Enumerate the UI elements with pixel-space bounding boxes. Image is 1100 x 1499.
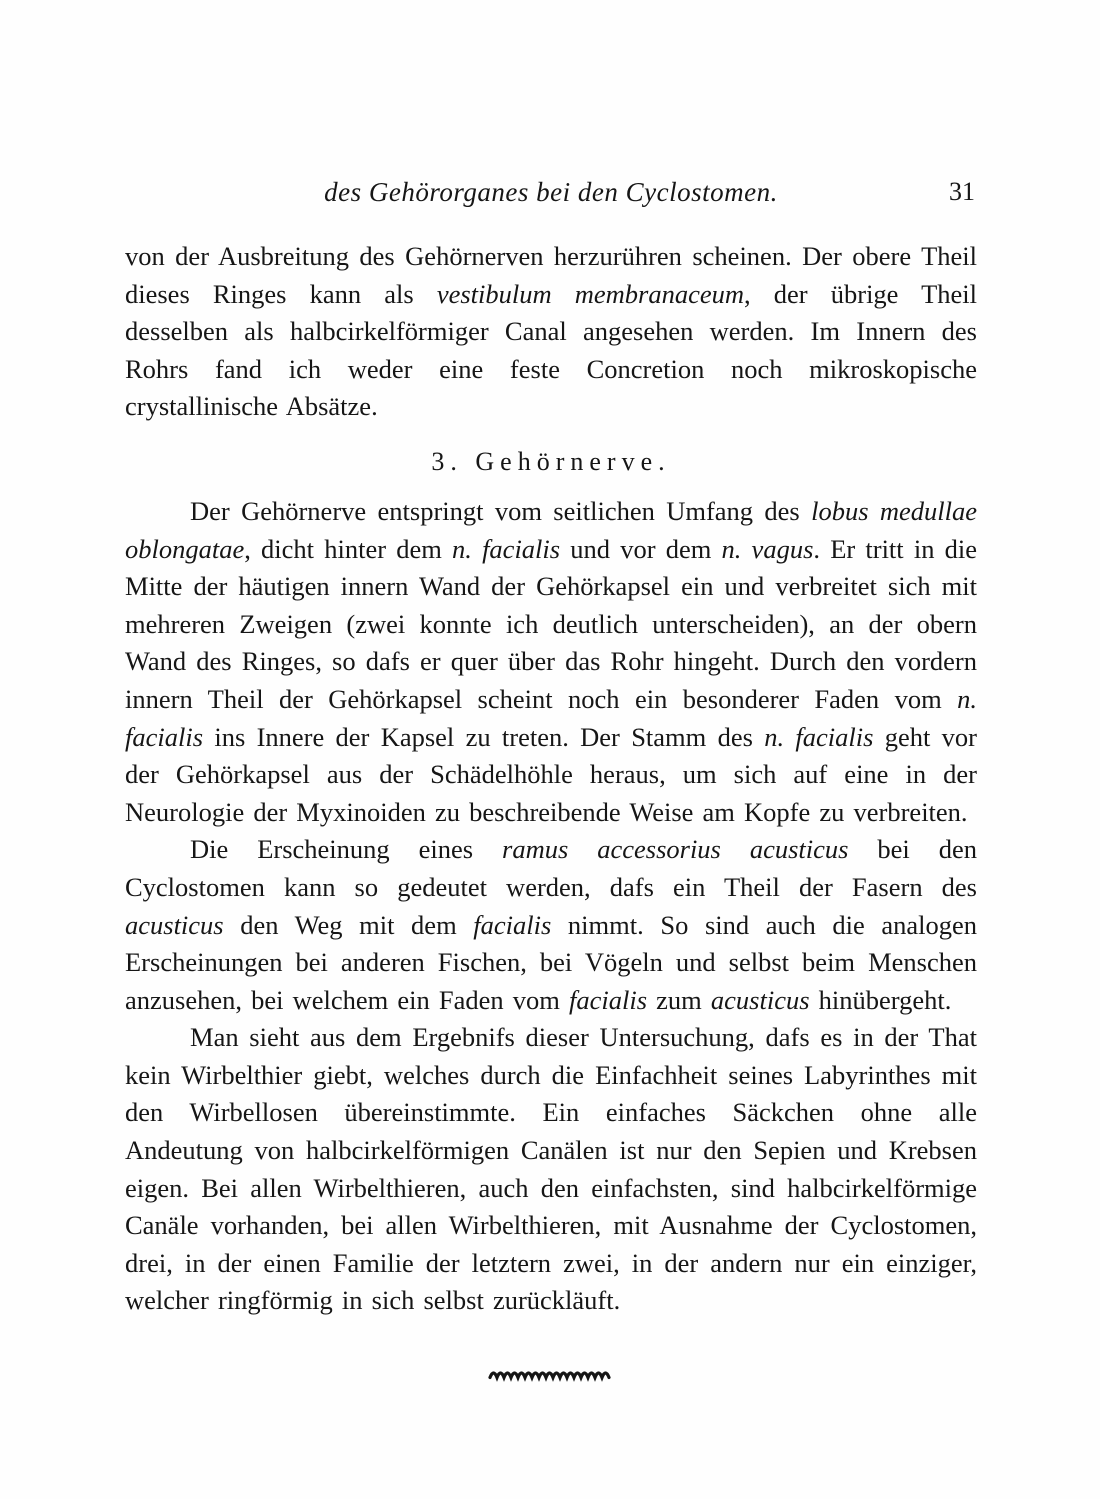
text-run: Der Gehörnerve entspringt vom seitlichen Umfang des (190, 495, 812, 526)
text-run: und vor dem (560, 533, 722, 564)
text-run: , dicht hinter dem (244, 533, 453, 564)
text-run: ins Innere der Kapsel zu treten. Der Stamm des (203, 721, 765, 752)
italic-term: facialis (569, 984, 648, 1015)
text-run: bei den Cyclostomen kann so gedeutet werden, dafs ein Theil der Fasern des (125, 834, 977, 902)
page-body (125, 238, 977, 1320)
italic-term: n. vagus (721, 533, 814, 564)
paragraph (125, 1019, 977, 1320)
text-run: nimmt. So sind auch die analogen Erscheinungen bei anderen Fischen, bei Vögeln und selbst beim Menschen anzusehen, bei welchem ein Faden vom (125, 909, 977, 1015)
page-number: 31 (949, 177, 975, 206)
running-header-title: des Gehörorganes bei den Cyclostomen. (324, 177, 778, 207)
italic-term: n. facialis (125, 683, 977, 752)
italic-term: n. facialis (764, 721, 874, 752)
wavy-line-ornament (487, 1368, 615, 1382)
italic-term: ramus accessorius acusticus (502, 834, 849, 865)
italic-term: acusticus (710, 984, 810, 1015)
italic-term: facialis (473, 909, 552, 940)
text-run: Die Erscheinung eines (190, 834, 503, 865)
italic-term: lobus medullae oblongatae (125, 495, 978, 564)
text-run: geht vor der Gehörkapsel aus der Schädelhöhle heraus, um sich auf eine in der Neurologie der Myxinoiden zu beschreibende Weise am Kopfe zu verbreiten. (125, 721, 977, 827)
text-run: . Er tritt in die Mitte der häutigen innern Wand der Gehörkapsel ein und verbreitet sich mit mehreren Zweigen (zwei konnte ich deutlich unterscheiden), an der obern Wand des Ringes, so dafs er quer über das Rohr hingeht. Durch den vordern innern Theil der Gehörkapsel scheint noch ein besonderer Faden vom (125, 533, 977, 714)
paragraph (125, 238, 977, 426)
text-run: zum (647, 984, 711, 1015)
italic-term: acusticus (125, 909, 224, 940)
page-header (125, 176, 977, 214)
text-run: den Weg mit dem (223, 909, 474, 940)
end-ornament-row (125, 1366, 977, 1384)
paragraph (125, 493, 977, 831)
text-run: hinübergeht. (809, 984, 952, 1015)
italic-term: vestibulum membranaceum (436, 278, 745, 309)
section-heading: 3. Gehörnerve. (431, 446, 671, 476)
text-run: Man sieht aus dem Ergebnifs dieser Untersuchung, dafs es in der That kein Wirbelthier giebt, welches durch die Einfachheit seines Labyrinthes mit den Wirbellosen übereinstimmte. Ein einfaches Säckchen ohne alle Andeutung von halbcirkelförmigen Canälen ist nur den Sepien und Krebsen eigen. Bei allen Wirbelthieren, auch den einfachsten, sind halbcirkelförmige Canäle vorhanden, bei allen Wirbelthieren, mit Ausnahme der Cyclostomen, drei, in der einen Familie der letztern zwei, in der andern nur ein einziger, welcher ringförmig in sich selbst zurückläuft. (125, 1022, 977, 1316)
text-run: , der übrige Theil desselben als halbcirkelförmiger Canal angesehen werden. Im Innern des Rohrs fand ich weder eine feste Concretion noch mikroskopische crystallinische Absätze. (125, 278, 978, 422)
italic-term: n. facialis (452, 533, 561, 564)
text-run: von der Ausbreitung des Gehörnerven herzurühren scheinen. Der obere Theil dieses Ringes kann als (125, 241, 977, 309)
paragraph (125, 831, 977, 1019)
